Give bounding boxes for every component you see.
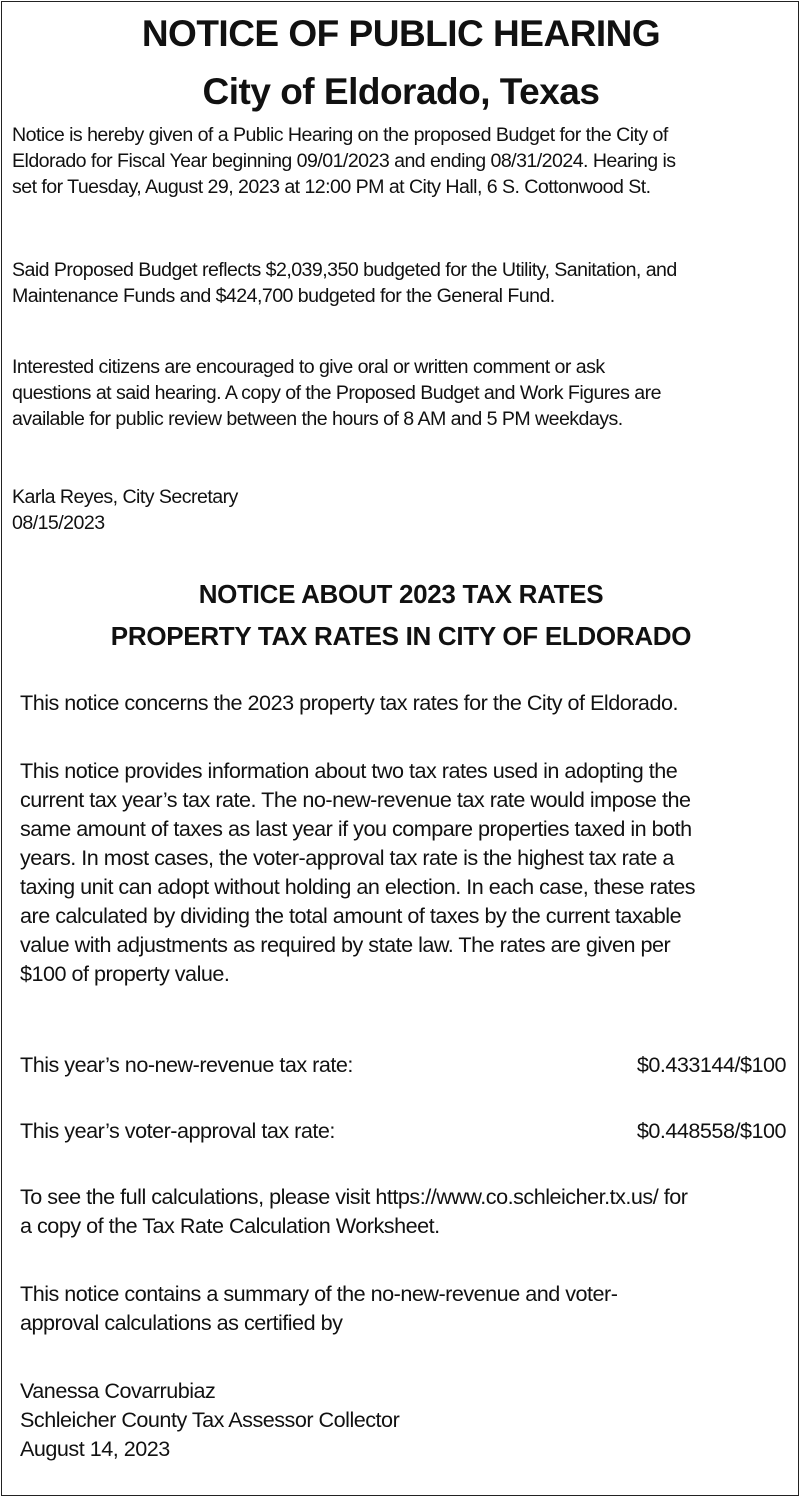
hearing-title: NOTICE OF PUBLIC HEARING xyxy=(141,13,661,54)
voter-approval-rate-row xyxy=(20,1116,786,1145)
hearing-signature xyxy=(12,484,792,536)
text-line: taxing unit can adopt without holding an election. In each case, these rates xyxy=(20,874,696,899)
text-line: set for Tuesday, August 29, 2023 at 12:00 PM at City Hall, 6 S. Cottonwood St. xyxy=(12,176,651,198)
text-line: value with adjustments as required by state law. The rates are given per xyxy=(20,932,671,957)
text-line: $100 of property value. xyxy=(20,961,230,986)
text-line: This notice concerns the 2023 property tax rates for the City of Eldorado. xyxy=(20,690,678,715)
text-line: current tax year’s tax rate. The no-new-revenue tax rate would impose the xyxy=(20,787,691,812)
rate-label: This year’s no-new-revenue tax rate: xyxy=(20,1052,353,1077)
text-line: Said Proposed Budget reflects $2,039,350 budgeted for the Utility, Sanitation, and xyxy=(12,259,677,281)
tax-intro xyxy=(20,688,790,717)
certifier-title: Schleicher County Tax Assessor Collector xyxy=(20,1407,400,1432)
text-line: Eldorado for Fiscal Year beginning 09/01/2023 and ending 08/31/2024. Hearing is xyxy=(12,150,676,172)
notice-border xyxy=(1,1,799,1496)
text-line: a copy of the Tax Rate Calculation Worksheet. xyxy=(20,1213,440,1238)
text-line: Notice is hereby given of a Public Hearing on the proposed Budget for the City of xyxy=(12,124,668,146)
text-line: Interested citizens are encouraged to give oral or written comment or ask xyxy=(12,356,605,378)
text-line: questions at said hearing. A copy of the Proposed Budget and Work Figures are xyxy=(12,382,661,404)
hearing-paragraph-2 xyxy=(12,257,792,309)
no-new-revenue-rate-row xyxy=(20,1050,786,1079)
text-line: same amount of taxes as last year if you compare properties taxed in both xyxy=(20,816,692,841)
text-line: To see the full calculations, please visit https://www.co.schleicher.tx.us/ for xyxy=(20,1184,688,1209)
tax-notice-title: NOTICE ABOUT 2023 TAX RATES xyxy=(198,579,604,609)
certifier-name: Vanessa Covarrubiaz xyxy=(20,1378,216,1403)
certifier-block xyxy=(20,1376,790,1463)
tax-notice-subtitle: PROPERTY TAX RATES IN CITY OF ELDORADO xyxy=(110,621,692,651)
hearing-paragraph-3 xyxy=(12,354,792,432)
rate-value: $0.433144/$100 xyxy=(636,1052,786,1077)
text-line: available for public review between the hours of 8 AM and 5 PM weekdays. xyxy=(12,408,623,430)
text-line: approval calculations as certified by xyxy=(20,1310,343,1335)
text-line: are calculated by dividing the total amount of taxes by the current taxable xyxy=(20,903,682,928)
summary-note xyxy=(20,1279,790,1337)
signature-date: 08/15/2023 xyxy=(12,512,105,534)
rate-value: $0.448558/$100 xyxy=(636,1118,786,1143)
certifier-date: August 14, 2023 xyxy=(20,1436,170,1461)
text-line: This notice provides information about two tax rates used in adopting the xyxy=(20,758,678,783)
signature-name: Karla Reyes, City Secretary xyxy=(12,486,238,508)
text-line: years. In most cases, the voter-approval tax rate is the highest tax rate a xyxy=(20,845,674,870)
hearing-paragraph-1 xyxy=(12,122,792,200)
text-line: This notice contains a summary of the no-new-revenue and voter- xyxy=(20,1281,618,1306)
tax-explanation xyxy=(20,756,790,988)
hearing-subtitle: City of Eldorado, Texas xyxy=(202,71,600,112)
text-line: Maintenance Funds and $424,700 budgeted for the General Fund. xyxy=(12,285,555,307)
calculation-note xyxy=(20,1182,790,1240)
rate-label: This year’s voter-approval tax rate: xyxy=(20,1118,335,1143)
